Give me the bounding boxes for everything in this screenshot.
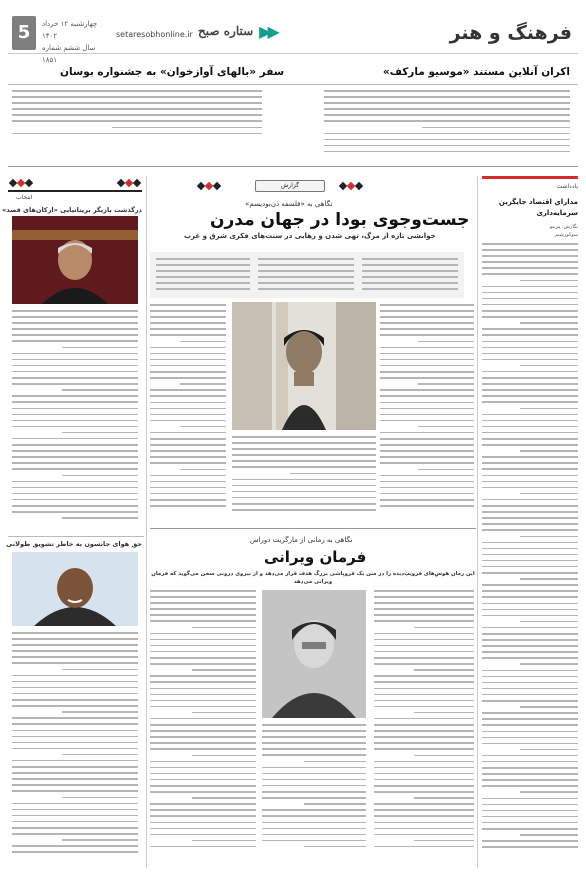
- top-story-2-headline: سفر «بالهای آوازخوان» به جشنواره بوسان: [60, 66, 285, 78]
- feature-subtitle: خوانشی تازه از مرگ، تهی شدن و رهایی در سنت‌های فکری شرق و غرب: [184, 232, 436, 240]
- logo-text: ستاره صبح: [198, 24, 254, 38]
- left-column-header: [8, 190, 142, 204]
- ornament-right: [340, 183, 362, 189]
- divider: [8, 536, 144, 537]
- pull-quote-box: [150, 252, 464, 298]
- left-column-tag: انتخاب: [16, 194, 33, 201]
- bottom-feature-body-col-2: [262, 724, 366, 864]
- site-address: setaresobhonline.ir: [116, 30, 193, 39]
- left-story-2-body: [12, 632, 138, 864]
- feature-tag: گزارش: [255, 180, 325, 192]
- column-divider: [477, 176, 478, 868]
- writer-photo: [262, 590, 366, 718]
- actor-portrait-illustration: [12, 552, 138, 626]
- sidebar-title: مداراي اقتصاد جایگزین سرمایه‌داری: [498, 198, 578, 217]
- left-story-2-title: حق هوای جانسون به خاطر تشویق طولانی: [6, 540, 142, 548]
- section-title: فرهنگ و هنر: [449, 22, 572, 44]
- sidebar-body: [482, 243, 578, 867]
- feature-title: جست‌وجوی بودا در جهان مدرن: [210, 210, 470, 230]
- feature-kicker: نگاهی به «فلسفه ذن‌بودیسم»: [245, 200, 333, 208]
- left-story-1-photo: [12, 216, 138, 304]
- bottom-feature-subtitle: این رمان هوسِ‌های فرویتِ‌دیده را در متن یک فروپاشی بزرگ هدف قرار می‌دهد و از نیروی درونی سخن می‌گوید که فرمان ویرانی می‌دهد: [151, 571, 475, 585]
- author-photo: [232, 302, 376, 430]
- pull-quote-1: [362, 258, 458, 294]
- divider: [8, 166, 578, 167]
- newspaper-logo: [198, 20, 308, 42]
- ornament-left-column-end: [118, 180, 140, 186]
- feature-body-col-1: [380, 304, 474, 520]
- top-story-1-headline: اکران آنلاین مستند «موسیو مارکف»: [382, 66, 570, 78]
- bottom-feature-kicker: نگاهی به رمانی از مارگریت دوراس: [250, 536, 353, 544]
- sidebar-author: [482, 223, 578, 239]
- bottom-feature-body-col-3: [150, 590, 256, 864]
- page-header: [8, 6, 578, 64]
- issue-dateline: [42, 18, 112, 66]
- column-divider: [146, 176, 147, 868]
- author-portrait-illustration: [232, 302, 376, 430]
- issue-date: چهارشنبه ۱۲ خرداد ۱۴۰۲: [42, 20, 98, 40]
- top-story-1-body: [324, 90, 570, 162]
- pull-quote-2: [258, 258, 354, 294]
- top-story-2-body: [12, 90, 262, 146]
- divider: [8, 84, 578, 85]
- sidebar-author-role: سوکورشیم: [554, 232, 578, 238]
- left-story-1-title: درگذشت بازیگر بریتانیایی «ارکان‌های قصد»: [2, 206, 142, 214]
- bottom-feature-body-col-1: [374, 590, 474, 864]
- sidebar-tag: یادداشت: [556, 183, 578, 190]
- actor-portrait-illustration: [12, 216, 138, 304]
- bottom-feature-title: فرمان ویرانی: [264, 548, 367, 566]
- page-number: 5: [12, 16, 36, 50]
- left-story-1-body: [12, 310, 138, 530]
- pull-quote-3: [156, 258, 250, 294]
- arrow-logo-icon: ▶▶: [259, 21, 276, 41]
- feature-body-col-3: [150, 304, 226, 520]
- left-story-2-photo: [12, 552, 138, 626]
- sidebar-author-name: نگارش: مزمو: [549, 224, 578, 230]
- opinion-sidebar: [482, 176, 578, 868]
- ornament-left-column: [10, 180, 32, 186]
- writer-portrait-illustration: [262, 590, 366, 718]
- ornament-left: [198, 183, 220, 189]
- feature-body-col-2: [232, 436, 376, 520]
- divider: [150, 528, 476, 529]
- issue-number: سال ششم شماره ۱۸۵۱: [42, 44, 96, 64]
